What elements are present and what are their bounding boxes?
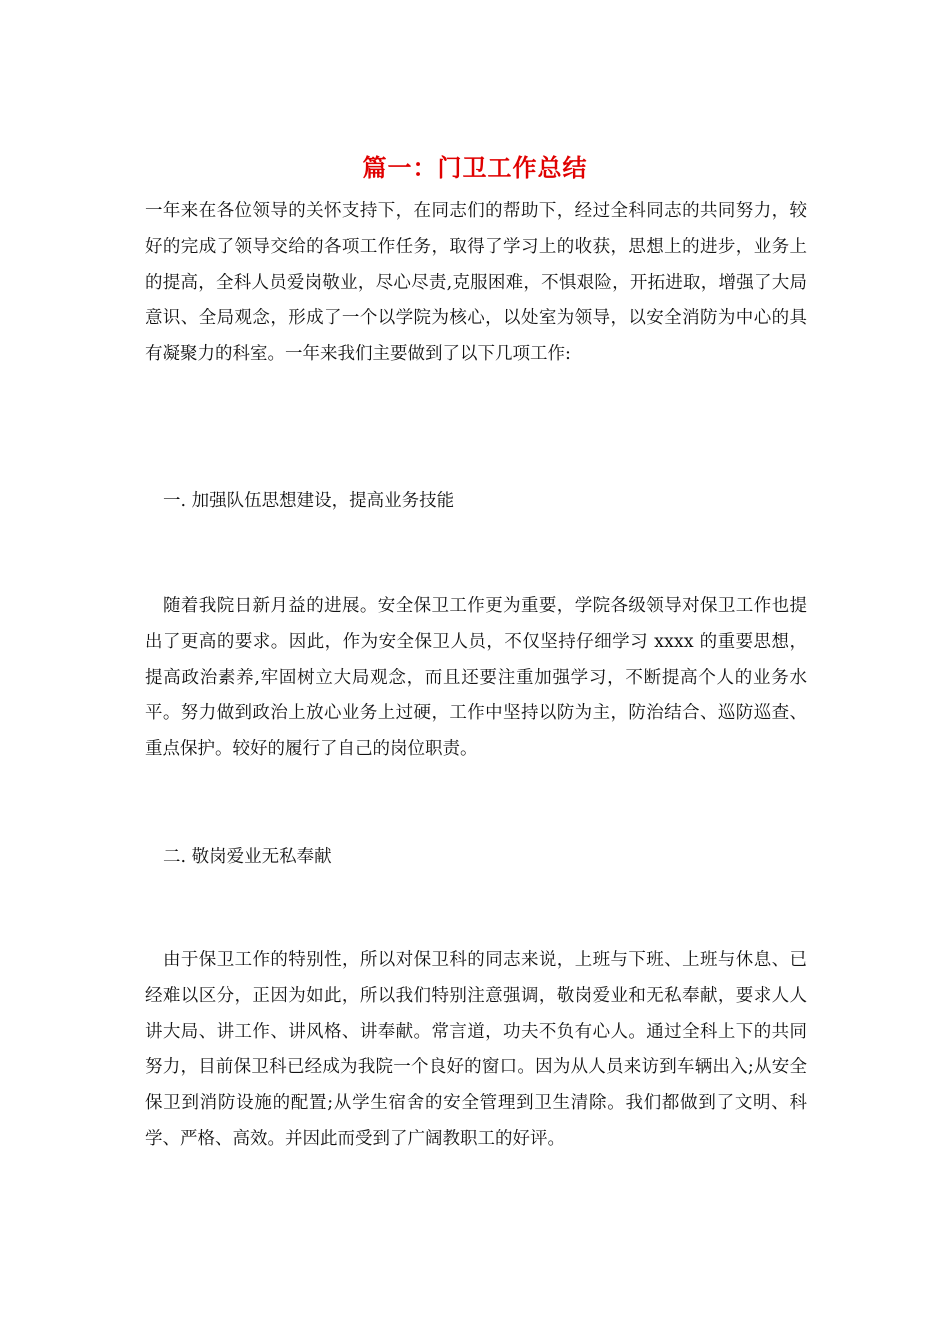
document-title: 篇一：门卫工作总结 [362,153,588,182]
intro-paragraph: 一年来在各位领导的关怀支持下，在同志们的帮助下，经过全科同志的共同努力，较好的完成了领导交给的各项工作任务，取得了学习上的收获，思想上的进步，业务上的提高，全科人员爱岗敬业，尽心尽责,克服困难，不惧艰险，开拓进取，增强了大局意识、全局观念，形成了一个以学院为核心，以处室为领导，以安全消防为中心的具有凝聚力的科室。一年来我们主要做到了以下几项工作: [145,201,807,365]
section-heading-2: 二. 敬岗爱业无私奉献 [163,847,332,867]
section-body-2: 由于保卫工作的特别性，所以对保卫科的同志来说，上班与下班、上班与休息、已经难以区分，正因为如此，所以我们特别注意强调，敬岗爱业和无私奉献，要求人人讲大局、讲工作、讲风格、讲奉献。常言道，功夫不负有心人。通过全科上下的共同努力，目前保卫科已经成为我院一个良好的窗口。因为从人员来访到车辆出入;从安全保卫到消防设施的配置;从学生宿舍的安全管理到卫生清除。我们都做到了文明、科学、严格、高效。并因此而受到了广阔教职工的好评。 [145,950,807,1149]
section-body-1: 随着我院日新月益的进展。安全保卫工作更为重要，学院各级领导对保卫工作也提出了更高的要求。因此，作为安全保卫人员，不仅坚持仔细学习 xxxx 的重要思想，提高政治素养,牢固树立大局观念，而且还要注重加强学习，不断提高个人的业务水平。努力做到政治上放心业务上过硬，工作中坚持以防为主，防治结合、巡防巡查、重点保护。较好的履行了自己的岗位职责。 [145,596,807,760]
section-heading-1: 一. 加强队伍思想建设，提高业务技能 [163,491,455,511]
